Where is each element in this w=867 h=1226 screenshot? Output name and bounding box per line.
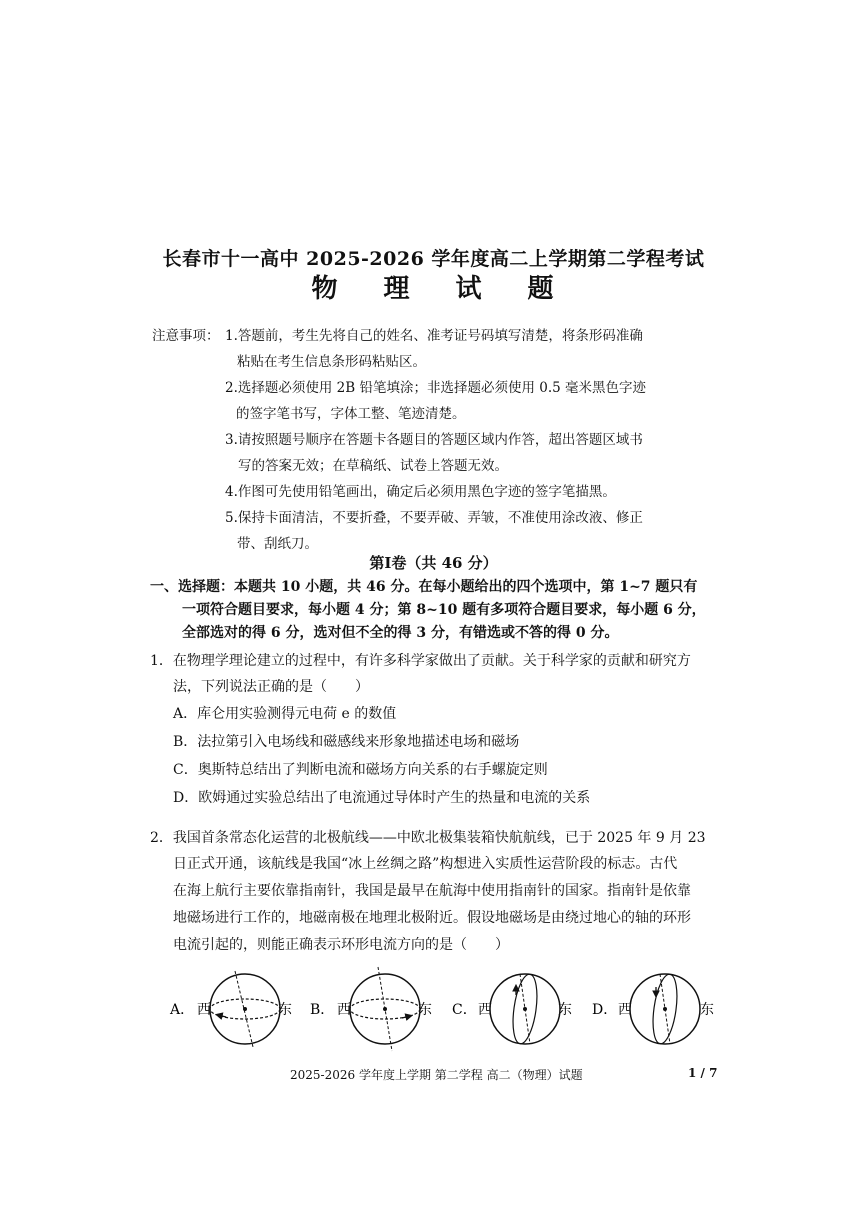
option-a-letter: A．	[170, 1002, 195, 1018]
west-label: 西	[337, 1002, 351, 1018]
notice-line: 2.选择题必须使用 2B 铅笔填涂；非选择题必须使用 0.5 毫米黑色字迹	[225, 380, 647, 396]
notice-label: 注意事项：	[152, 328, 220, 344]
question-2-stem: 日正式开通，该航线是我国“冰上丝绸之路”构想进入实质性运营阶段的标志。古代	[173, 856, 678, 872]
subject-char: 试	[455, 274, 484, 304]
option-b-diagram[interactable]	[310, 967, 432, 1051]
globe-center	[383, 1007, 387, 1011]
globe-center	[663, 1007, 667, 1011]
subject-char: 物	[311, 274, 340, 304]
east-label: 东	[278, 1002, 292, 1018]
question-1-stem: 法，下列说法正确的是（ ）	[173, 679, 369, 695]
option-c-diagram[interactable]	[452, 973, 572, 1045]
subject-title	[0, 268, 867, 305]
section-instruction: 全部选对的得 6 分，选对但不全的得 3 分，有错选或不答的得 0 分。	[182, 625, 619, 641]
section-heading: 第Ⅰ卷（共 46 分）	[369, 554, 498, 572]
page-number: 1 / 7	[688, 1066, 718, 1080]
subject-char: 理	[383, 274, 412, 304]
west-label: 西	[618, 1002, 632, 1018]
section-instruction: 一、选择题：本题共 10 小题，共 46 分。在每小题给出的四个选项中，第 1~7 题只有	[150, 579, 698, 595]
option-d-letter: D．	[592, 1002, 618, 1018]
option-d-diagram[interactable]	[592, 973, 714, 1045]
notice-line: 写的答案无效；在草稿纸、试卷上答题无效。	[238, 458, 508, 474]
notice-line: 粘贴在考生信息条形码粘贴区。	[237, 354, 426, 370]
question-1-option-d: D．欧姆通过实验总结出了电流通过导体时产生的热量和电流的关系	[173, 790, 591, 806]
west-label: 西	[197, 1002, 211, 1018]
globe-center	[523, 1007, 527, 1011]
notice-line: 3.请按照题号顺序在答题卡各题目的答题区域内作答，超出答题区域书	[225, 432, 643, 448]
question-2-stem: 地磁场进行工作的，地磁南极在地理北极附近。假设地磁场是由绕过地心的轴的环形	[173, 910, 691, 926]
page-footer: 2025-2026 学年度上学期 第二学程 高二（物理）试题	[290, 1068, 583, 1082]
east-label: 东	[558, 1002, 572, 1018]
notice-line: 4.作图可先使用铅笔画出，确定后必须用黑色字迹的签字笔描黑。	[225, 484, 616, 500]
subject-char: 题	[527, 274, 556, 304]
notice-line: 5.保持卡面清洁，不要折叠，不要弄破、弄皱，不准使用涂改液、修正	[225, 510, 643, 526]
globe-center	[243, 1007, 247, 1011]
east-label: 东	[700, 1002, 714, 1018]
current-arrow-icon	[402, 1016, 410, 1018]
question-2-stem: 在海上航行主要依靠指南针，我国是最早在航海中使用指南针的国家。指南针是依靠	[173, 883, 691, 899]
question-2-diagrams	[160, 965, 730, 1055]
question-2-stem: 2．我国首条常态化运营的北极航线——中欧北极集装箱快航航线，已于 2025 年 9 月 23	[150, 830, 706, 846]
option-a-diagram[interactable]	[169, 971, 292, 1047]
option-c-letter: C．	[452, 1002, 477, 1018]
question-2-stem: 电流引起的，则能正确表示环形电流方向的是（ ）	[173, 937, 509, 953]
notice-line: 1.答题前，考生先将自己的姓名、准考证号码填写清楚，将条形码准确	[225, 328, 643, 344]
question-1-option-b: B．法拉第引入电场线和磁感线来形象地描述电场和磁场	[173, 734, 520, 750]
question-1-option-a: A．库仑用实验测得元电荷 e 的数值	[173, 706, 397, 722]
notice-line: 带、刮纸刀。	[237, 536, 318, 552]
question-1-stem: 1．在物理学理论建立的过程中，有许多科学家做出了贡献。关于科学家的贡献和研究方	[150, 653, 691, 669]
option-b-letter: B．	[310, 1002, 335, 1018]
west-label: 西	[478, 1002, 492, 1018]
question-1-option-c: C．奥斯特总结出了判断电流和磁场方向关系的右手螺旋定则	[173, 762, 548, 778]
notice-line: 的签字笔书写，字体工整、笔迹清楚。	[236, 406, 466, 422]
east-label: 东	[418, 1002, 432, 1018]
exam-title: 长春市十一高中 2025-2026 学年度高二上学期第二学程考试	[162, 248, 705, 270]
section-instruction: 一项符合题目要求，每小题 4 分；第 8~10 题有多项符合题目要求，每小题 6 分，	[182, 602, 706, 618]
